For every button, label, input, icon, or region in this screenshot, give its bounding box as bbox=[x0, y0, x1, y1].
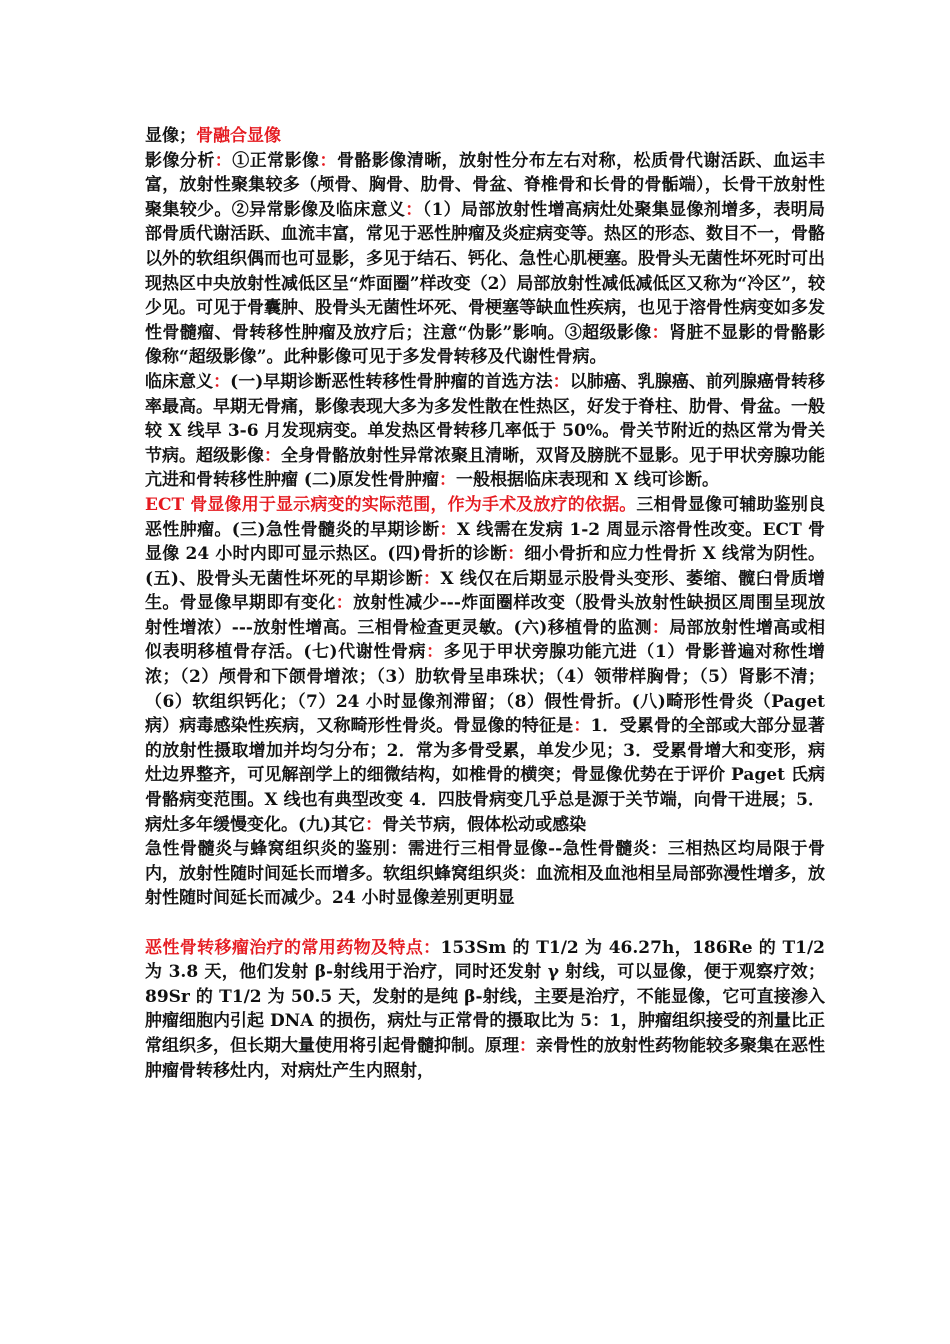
text-run: X 线仅在后期显示股骨头变形、萎缩、髋臼骨质增生。骨显像早期即有变化 bbox=[145, 568, 826, 614]
highlight-run: ： bbox=[422, 568, 441, 589]
text-run: 显像； bbox=[145, 126, 196, 146]
text-run: 急性骨髓炎与蜂窝组织炎的鉴别：需进行三相骨显像--急性骨髓炎：三相热区均局限于骨内，放射性随时间延长而增多。软组织蜂窝组织炎：血流相及血池相呈局部弥漫性增多，放射性随时间延长而减少。24 小时显像差别更明显 bbox=[145, 839, 825, 909]
text-run: X 线需在发病 1-2 周显示溶骨性改变。ECT 骨显像 24 小时内即可显示热区。(四)骨折的诊断 bbox=[145, 519, 826, 565]
text-run: 放射性减少---炸面圈样改变（股骨头放射性缺损区周围呈现放射性增浓）---放射性增高。三相骨检查更灵敏。(六)移植骨的监测 bbox=[145, 593, 826, 638]
text-run: 以肺癌、乳腺癌、前列腺癌骨转移率最高。早期无骨痛，影像表现大多为多发性散在性热区，好发于脊柱、肋骨、骨盆。一般较 X 线早 3-6 月发现病变。单发热区骨转移几率低于 50%。骨关节附近的热区常为骨关节病。超级影像 bbox=[145, 371, 826, 466]
paragraph-clinical-significance bbox=[145, 370, 825, 493]
highlight-run: ： bbox=[214, 150, 233, 171]
text-run: ①正常影像 bbox=[232, 150, 320, 171]
highlight-run: ： bbox=[426, 642, 444, 663]
text-run: 全身骨骼放射性异常浓聚且清晰，双肾及膀胱不显影。见于甲状旁腺功能亢进和骨转移性肿瘤 (二)原发性骨肿瘤 bbox=[145, 445, 825, 491]
paragraph-fusion-imaging bbox=[145, 124, 825, 149]
highlight-run: ： bbox=[651, 322, 670, 343]
text-run: 1．受累骨的全部或大部分显著的放射性摄取增加并均匀分布；2．常为多骨受累，单发少见；3．受累骨增大和变形，病灶边界整齐，可见解剖学上的细微结构，如椎骨的横突；骨显像优势在于评价 Paget 氏病骨骼病变范围。X 线也有典型改变 4．四肢骨病变几乎总是源于关节端，向骨干进展；5．病灶多年缓慢变化。(九)其它 bbox=[145, 716, 826, 835]
paragraph-ect-bone-imaging bbox=[145, 493, 825, 837]
text-run: 临床意义 bbox=[145, 371, 214, 392]
text-run: 细小骨折和应力性骨折 X 线常为阴性。(五)、股骨头无菌性坏死的早期诊断 bbox=[145, 544, 825, 589]
highlight-run: ： bbox=[335, 593, 354, 614]
highlight-run: ECT 骨显像用于显示病变的实际范围，作为手术及放疗的依据。 bbox=[145, 494, 637, 515]
text-run: 局部放射性增高或相似表明移植骨存活。(七)代谢性骨病 bbox=[145, 617, 826, 663]
highlight-run: ： bbox=[573, 716, 591, 737]
text-run: 骨骼影像清晰，放射性分布左右对称，松质骨代谢活跃、血运丰富，放射性聚集较多（颅骨、胸骨、肋骨、骨盆、脊椎骨和长骨的骨骺端），长骨干放射性聚集较少。②异常影像及临床意义 bbox=[145, 150, 826, 220]
highlight-run: ： bbox=[439, 470, 457, 491]
text-run: 一般根据临床表现和 X 线可诊断。 bbox=[456, 470, 720, 491]
text-run: 三相骨显像可辅助鉴别良恶性肿瘤。(三)急性骨髓炎的早期诊断 bbox=[145, 494, 825, 540]
highlight-run: ： bbox=[405, 199, 423, 220]
text-run: 骨关节病，假体松动或感染 bbox=[382, 814, 587, 835]
text-run: 153Sm 的 T1/2 为 46.27h，186Re 的 T1/2 为 3.8 天，他们发射 β-射线用于治疗，同时还发射 γ 射线，可以显像，便于观察疗效；89Sr 的 T1/2 为 50.5 天，发射的是纯 β-射线，主要是治疗，不能显像，它可直接渗入肿瘤细胞内引起 DNA 的损伤，病灶与正常骨的摄取比为 5：1，肿瘤组织接受的剂量比正常组织多，但长期大量使用将引起骨髓抑制。原理 bbox=[145, 937, 826, 1056]
highlight-run: ： bbox=[365, 814, 383, 835]
highlight-run: 骨融合显像 bbox=[196, 126, 281, 146]
highlight-run: ： bbox=[651, 617, 670, 638]
text-run: 肾脏不显影的骨骼影像称“超级影像”。此种影像可见于多发骨转移及代谢性骨病。 bbox=[145, 322, 826, 368]
highlight-run: ： bbox=[439, 519, 457, 540]
highlight-run: ： bbox=[213, 371, 231, 392]
paragraph-spacer bbox=[145, 911, 825, 936]
text-run: （1）局部放射性增高病灶处聚集显像剂增多，表明局部骨质代谢活跃、血流丰富，常见于恶性肿瘤及炎症病变等。热区的形态、数目不一，骨骼以外的软组织偶而也可显影，多见于结石、钙化、急性心肌梗塞。股骨头无菌性坏死时可出现热区中央放射性减低区呈“炸面圈”样改变（2）局部放射性减低减低区又称为“冷区”，较少见。可见于骨囊肿、股骨头无菌性坏死、骨梗塞等缺血性疾病，也见于溶骨性病变如多发性骨髓瘤、骨转移性肿瘤及放疗后；注意“伪影”影响。③超级影像 bbox=[145, 199, 826, 343]
highlight-run: ： bbox=[552, 371, 570, 392]
document-page bbox=[145, 124, 825, 1083]
highlight-run: 恶性骨转移瘤治疗的常用药物及特点 bbox=[145, 937, 424, 958]
text-run: (一)早期诊断恶性转移性骨肿瘤的首选方法 bbox=[230, 371, 553, 392]
highlight-run: ： bbox=[507, 544, 525, 565]
text-run: 影像分析 bbox=[145, 150, 215, 171]
paragraph-osteomyelitis-differential bbox=[145, 837, 825, 911]
paragraph-image-analysis bbox=[145, 149, 825, 370]
highlight-run: ： bbox=[519, 1035, 536, 1056]
paragraph-bone-metastasis-treatment bbox=[145, 936, 825, 1084]
highlight-run: ： bbox=[423, 937, 441, 958]
text-run: 多见于甲状旁腺功能亢进（1）骨影普遍对称性增浓；（2）颅骨和下颌骨增浓；（3）肋软骨呈串珠状；（4）领带样胸骨；（5）肾影不清；（6）软组织钙化；（7）24 小时显像剂滞留；（8）假性骨折。(八)畸形性骨炎（Paget 病）病毒感染性疾病，又称畸形性骨炎。骨显像的特征是 bbox=[145, 642, 826, 737]
highlight-run: ： bbox=[264, 445, 281, 466]
text-run: 亲骨性的放射性药物能较多聚集在恶性肿瘤骨转移灶内，对病灶产生内照射， bbox=[145, 1035, 825, 1081]
highlight-run: ： bbox=[319, 150, 337, 171]
